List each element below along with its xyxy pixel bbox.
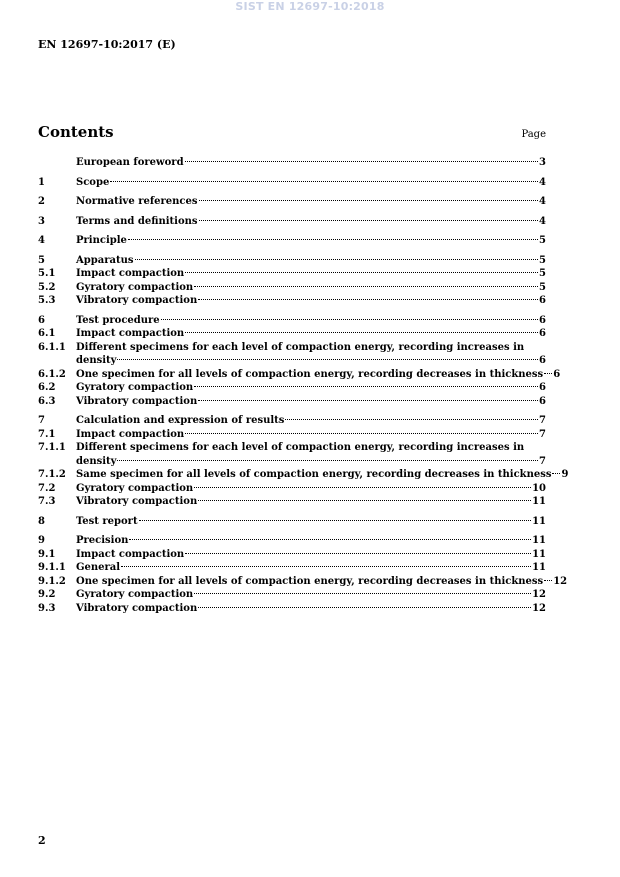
toc-entry[interactable]	[38, 548, 546, 562]
toc-group	[38, 156, 546, 170]
toc-entry-title: Terms and definitions	[76, 215, 198, 227]
toc-entry-page: 6	[539, 382, 546, 393]
toc-entry-number: 9	[38, 535, 45, 546]
toc-entry-page: 4	[539, 196, 546, 207]
toc-entry-title: Impact compaction	[76, 548, 185, 560]
toc-dot-leader	[129, 539, 531, 540]
toc-entry-page: 7	[539, 428, 546, 440]
toc-entry[interactable]	[38, 482, 546, 496]
toc-entry-number: 4	[38, 235, 45, 246]
toc-dot-leader	[198, 400, 538, 401]
toc-entry-title: Impact compaction	[76, 328, 185, 339]
toc-entry[interactable]	[38, 414, 546, 428]
toc-dot-leader	[185, 332, 538, 333]
toc-group	[38, 234, 546, 248]
toc-entry-number: 9.3	[38, 602, 56, 614]
toc-dot-leader	[194, 286, 538, 287]
toc-entry-page: 5	[539, 235, 546, 246]
toc-entry-page: 5	[539, 281, 546, 293]
toc-entry[interactable]	[38, 395, 546, 409]
toc-entry-title: Vibratory compaction	[76, 602, 198, 614]
toc-entry-title: Impact compaction	[76, 268, 185, 279]
toc-entry[interactable]	[38, 254, 546, 268]
toc-entry-page: 6	[539, 328, 546, 339]
toc-entry-number: 6.3	[38, 395, 56, 407]
toc-dot-leader	[199, 200, 539, 201]
toc-dot-leader	[198, 607, 531, 608]
toc-entry-page: 11	[532, 548, 546, 560]
toc-dot-leader	[194, 593, 531, 594]
toc-entry[interactable]	[38, 176, 546, 190]
toc-dot-leader	[199, 220, 539, 221]
toc-group	[38, 254, 546, 308]
toc-dot-leader	[117, 460, 538, 461]
toc-dot-leader	[135, 259, 539, 260]
toc-entry[interactable]	[38, 281, 546, 295]
toc-dot-leader	[128, 239, 538, 240]
toc-entry-title: Same specimen for all levels of compaction energy, recording decreases in thickness	[76, 469, 552, 480]
toc-entry-number: 6.1.1	[38, 341, 66, 353]
toc-group	[38, 176, 546, 190]
toc-entry[interactable]	[38, 575, 568, 589]
table-of-contents	[38, 156, 569, 621]
toc-entry-page: 6	[539, 314, 546, 326]
toc-entry-number: 5.1	[38, 268, 56, 279]
toc-dot-leader	[185, 161, 538, 162]
toc-entry-number: 5	[38, 254, 45, 266]
toc-entry[interactable]	[38, 588, 546, 602]
toc-entry-title: Impact compaction	[76, 428, 185, 440]
toc-entry-title: Normative references	[76, 196, 198, 207]
toc-entry[interactable]	[38, 294, 546, 308]
toc-entry-title: Gyratory compaction	[76, 281, 194, 293]
toc-entry-number: 5.2	[38, 281, 56, 293]
toc-group	[38, 414, 569, 509]
toc-dot-leader	[117, 359, 538, 360]
toc-entry-page: 6	[539, 395, 546, 407]
toc-entry[interactable]	[38, 234, 546, 248]
toc-entry-number: 7.1.1	[38, 442, 66, 453]
toc-entry-number: 7	[38, 415, 45, 426]
toc-entry-title: Scope	[76, 176, 110, 188]
toc-dot-leader	[194, 386, 538, 387]
toc-entry-title: Gyratory compaction	[76, 589, 194, 600]
toc-entry-number: 7.3	[38, 496, 56, 507]
document-id: EN 12697-10:2017 (E)	[38, 38, 176, 51]
toc-entry-number: 9.1.1	[38, 562, 66, 573]
toc-dot-leader	[161, 319, 538, 320]
toc-entry-page: 10	[532, 482, 546, 494]
toc-entry-title: Calculation and expression of results	[76, 415, 285, 426]
toc-entry-number: 6.1.2	[38, 368, 66, 380]
toc-dot-leader	[185, 553, 531, 554]
toc-entry-page: 5	[539, 254, 546, 266]
toc-entry-title: One specimen for all levels of compaction energy, recording decreases in thickness	[76, 575, 544, 587]
toc-entry-number: 7.1.2	[38, 469, 66, 480]
toc-entry[interactable]	[38, 327, 546, 341]
toc-entry-page: 3	[539, 157, 546, 168]
toc-entry-title: Vibratory compaction	[76, 295, 198, 306]
toc-entry-title: Test procedure	[76, 314, 160, 326]
toc-entry-title: Different specimens for each level of compaction energy, recording increases in	[76, 341, 525, 353]
toc-entry[interactable]	[38, 156, 546, 170]
toc-group	[38, 215, 546, 229]
contents-title: Contents	[38, 123, 114, 141]
toc-entry-title: Principle	[76, 235, 127, 246]
toc-entry-number: 2	[38, 196, 45, 207]
toc-entry-number: 9.1.2	[38, 575, 66, 587]
toc-entry-number: 6.1	[38, 328, 56, 339]
toc-dot-leader	[552, 473, 560, 474]
toc-entry-number: 3	[38, 215, 45, 227]
toc-entry-page: 11	[532, 535, 546, 546]
toc-entry[interactable]	[38, 215, 546, 229]
toc-entry-page: 12	[532, 589, 546, 600]
toc-entry-page: 7	[539, 455, 546, 467]
toc-group	[38, 314, 561, 409]
toc-entry-number: 6	[38, 314, 45, 326]
toc-entry-number: 5.3	[38, 295, 56, 306]
toc-entry[interactable]	[38, 341, 546, 368]
toc-entry[interactable]	[38, 602, 546, 616]
toc-entry-title: Gyratory compaction	[76, 382, 194, 393]
toc-entry-page: 11	[532, 515, 546, 527]
toc-group	[38, 515, 546, 529]
toc-entry-number: 6.2	[38, 382, 56, 393]
toc-dot-leader	[544, 373, 552, 374]
toc-entry[interactable]	[38, 468, 569, 482]
toc-entry-title: Gyratory compaction	[76, 482, 194, 494]
toc-entry-title: European foreword	[76, 157, 184, 168]
toc-dot-leader	[285, 419, 538, 420]
toc-dot-leader	[139, 520, 532, 521]
toc-entry-number: 9.1	[38, 548, 56, 560]
toc-entry-number: 1	[38, 176, 45, 188]
toc-entry-title: Vibratory compaction	[76, 395, 198, 407]
toc-entry-page: 6	[539, 295, 546, 306]
toc-entry-title: Vibratory compaction	[76, 496, 198, 507]
toc-entry[interactable]	[38, 534, 546, 548]
toc-group	[38, 534, 568, 615]
toc-entry-page: 9	[561, 469, 569, 480]
toc-entry-page: 12	[553, 575, 568, 587]
toc-group	[38, 195, 546, 209]
toc-entry[interactable]	[38, 515, 546, 529]
toc-dot-leader	[121, 566, 531, 567]
toc-entry[interactable]	[38, 381, 546, 395]
toc-entry[interactable]	[38, 267, 546, 281]
toc-dot-leader	[185, 433, 538, 434]
toc-entry-number: 7.1	[38, 428, 56, 440]
toc-entry-title: Different specimens for each level of compaction energy, recording increases in	[76, 442, 525, 453]
toc-dot-leader	[198, 500, 531, 501]
page-column-label: Page	[521, 129, 546, 140]
toc-entry-title-continued: density	[76, 455, 117, 467]
toc-entry-title: Test report	[76, 515, 138, 527]
toc-entry[interactable]	[38, 195, 546, 209]
toc-entry-page: 7	[539, 415, 546, 426]
toc-entry-page: 4	[539, 176, 546, 188]
toc-entry[interactable]	[38, 561, 546, 575]
page-number: 2	[38, 834, 46, 847]
toc-dot-leader	[544, 580, 552, 581]
toc-entry-title: Precision	[76, 535, 129, 546]
toc-entry-page: 6	[553, 368, 561, 380]
toc-dot-leader	[198, 299, 538, 300]
toc-entry-title: General	[76, 562, 121, 573]
toc-entry-title: Apparatus	[76, 254, 134, 266]
toc-entry-page: 5	[539, 268, 546, 279]
toc-entry-page: 12	[532, 602, 546, 614]
toc-entry-page: 11	[532, 496, 546, 507]
toc-entry[interactable]	[38, 495, 546, 509]
toc-entry-page: 11	[532, 562, 546, 573]
toc-entry-title: One specimen for all levels of compaction energy, recording decreases in thickness	[76, 368, 544, 380]
toc-entry[interactable]	[38, 368, 561, 382]
toc-entry-page: 4	[539, 215, 546, 227]
toc-entry-page: 6	[539, 355, 546, 366]
toc-dot-leader	[185, 272, 538, 273]
toc-entry-number: 7.2	[38, 482, 56, 494]
toc-entry-title-continued: density	[76, 355, 117, 366]
watermark: SIST EN 12697-10:2018	[235, 0, 385, 13]
toc-entry-number: 8	[38, 515, 45, 527]
toc-entry[interactable]	[38, 428, 546, 442]
toc-dot-leader	[110, 181, 538, 182]
toc-entry[interactable]	[38, 441, 546, 468]
toc-entry-number: 9.2	[38, 589, 56, 600]
toc-entry[interactable]	[38, 314, 546, 328]
toc-dot-leader	[194, 487, 531, 488]
